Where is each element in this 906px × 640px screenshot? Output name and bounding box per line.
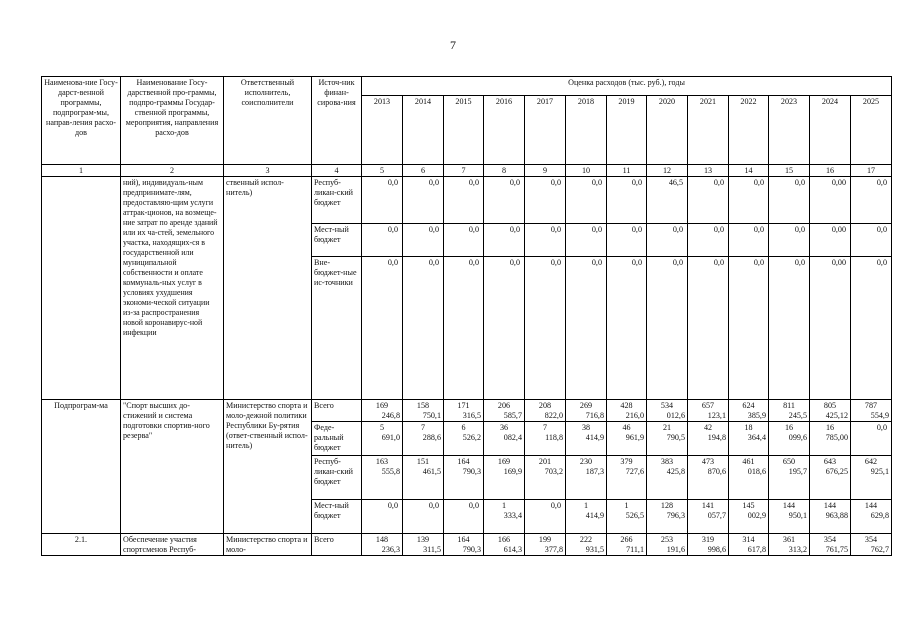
year-header: 2025 (851, 96, 892, 165)
value-remainder: 195,7 (788, 467, 807, 476)
value-cell (525, 500, 566, 534)
funding-source: Всего (312, 534, 362, 556)
value-remainder: 002,9 (747, 511, 766, 520)
value-remainder: 333,4 (503, 511, 522, 520)
subprogram-title: "Спорт высших до-стижений и система подготовки спортив-ного резерва" (121, 400, 224, 534)
value-cell: 0,00 (810, 224, 851, 257)
value-cell: 0,0 (607, 177, 647, 224)
value-cell: 0,0 (729, 177, 769, 224)
value-cell: 0,0 (525, 177, 566, 224)
value-thousands: 16 (825, 423, 835, 432)
funding-source: Феде-ральный бюджет (312, 422, 362, 456)
value-remainder: 118,8 (545, 433, 563, 442)
value-remainder: 313,2 (788, 545, 807, 554)
value-thousands: 38 (581, 423, 591, 432)
funding-source: Мест-ный бюджет (312, 224, 362, 257)
value-cell (403, 422, 444, 456)
value-cell (566, 500, 607, 534)
value-cell (444, 456, 484, 500)
value-remainder: 998,6 (707, 545, 726, 554)
value-remainder: 727,6 (625, 467, 644, 476)
value-thousands: 253 (660, 535, 674, 544)
value-remainder: 057,7 (707, 511, 726, 520)
value-remainder: 870,6 (707, 467, 726, 476)
value-thousands: 199 (538, 535, 552, 544)
value-cell (484, 534, 525, 556)
value-remainder: 703,2 (544, 467, 563, 476)
value-cell (607, 400, 647, 422)
column-number: 5 (362, 165, 403, 177)
value-cell (851, 534, 892, 556)
value-remainder: 676,25 (825, 467, 848, 476)
page-number: 7 (450, 38, 456, 52)
value-cell (647, 422, 688, 456)
column-number: 2 (121, 165, 224, 177)
value-cell: 0,0 (769, 177, 810, 224)
value-remainder: 216,0 (625, 411, 644, 420)
column-number: 1 (42, 165, 121, 177)
value-cell: 0,0 (688, 224, 729, 257)
value-remainder: 364,4 (747, 433, 766, 442)
value-thousands: 1 (624, 501, 629, 510)
header-col-name: Наименова-ние Госу-дарст-венной программы, подпрограм-мы, направ-ления расхо-дов (42, 77, 121, 165)
block1-executor: ственный испол-нитель) (224, 177, 312, 400)
value-thousands: 5 (379, 423, 385, 432)
column-number: 12 (647, 165, 688, 177)
column-number: 8 (484, 165, 525, 177)
value-thousands: 144 (823, 501, 837, 510)
value-thousands: 650 (782, 457, 796, 466)
value-cell: 0,0 (769, 224, 810, 257)
value-cell (362, 422, 403, 456)
value-thousands: 201 (538, 457, 552, 466)
column-number: 13 (688, 165, 729, 177)
value-cell: 0,0 (607, 257, 647, 400)
value-thousands: 128 (660, 501, 674, 510)
value-cell: 0,0 (688, 177, 729, 224)
value-cell (525, 456, 566, 500)
value-cell (729, 400, 769, 422)
year-header: 2016 (484, 96, 525, 165)
subprogram-executor: Министерство спорта и моло-дежной политики Республики Бу-рятия (ответ-ственный испол-нитель) (224, 400, 312, 534)
value-cell (769, 456, 810, 500)
value-thousands: 354 (864, 535, 878, 544)
column-number: 4 (312, 165, 362, 177)
value-cell: 0,00 (810, 257, 851, 400)
expense-table (41, 76, 892, 556)
value-cell (810, 500, 851, 534)
value-thousands: 158 (416, 401, 430, 410)
value-thousands: 141 (701, 501, 715, 510)
value-thousands: 1 (501, 501, 507, 510)
value-remainder: 123,1 (707, 411, 726, 420)
value-cell: 0,0 (729, 224, 769, 257)
value-thousands: 144 (864, 501, 878, 510)
value-cell: 0,0 (484, 257, 525, 400)
value-thousands: 461 (742, 457, 755, 466)
header-estimate: Оценка расходов (тыс. руб.), годы (362, 77, 892, 96)
value-remainder: 961,9 (625, 433, 644, 442)
value-cell (362, 534, 403, 556)
value-cell (362, 500, 403, 534)
value-cell (444, 534, 484, 556)
column-number: 10 (566, 165, 607, 177)
value-remainder: 526,2 (462, 433, 481, 442)
header-col-program: Наименование Госу-дарственной про-граммы, подпро-граммы Государ-ственной программы, мероприятия, направления расхо-дов (121, 77, 224, 165)
value-cell (851, 422, 892, 456)
value-thousands: 657 (701, 401, 715, 410)
value-cell: 0,0 (851, 177, 892, 224)
funding-source: Респуб-ликан-ский бюджет (312, 177, 362, 224)
value-thousands: 805 (823, 401, 837, 410)
year-header: 2013 (362, 96, 403, 165)
year-header: 2020 (647, 96, 688, 165)
column-number: 3 (224, 165, 312, 177)
value-cell (403, 400, 444, 422)
value-remainder: 311,5 (423, 545, 441, 554)
value-cell: 0,0 (769, 257, 810, 400)
value-thousands: 383 (660, 457, 674, 466)
item-title: Обеспечение участия спортсменов Респуб- (121, 534, 224, 556)
value-cell (769, 534, 810, 556)
value-remainder: 950,1 (788, 511, 807, 520)
year-header: 2019 (607, 96, 647, 165)
value-thousands: 269 (579, 401, 593, 410)
value-remainder: 554,9 (870, 411, 889, 420)
value-remainder: 925,1 (870, 467, 889, 476)
column-number: 14 (729, 165, 769, 177)
value-remainder: 761,75 (825, 545, 848, 554)
value-cell: 0,0 (362, 257, 403, 400)
value-remainder: 762,7 (870, 545, 889, 554)
value-cell (810, 422, 851, 456)
value-thousands: 42 (703, 423, 713, 432)
value-remainder: 414,9 (585, 433, 604, 442)
value-remainder: 822,0 (544, 411, 563, 420)
column-number: 9 (525, 165, 566, 177)
year-header: 2018 (566, 96, 607, 165)
value-cell (810, 534, 851, 556)
value-remainder: 187,3 (585, 467, 604, 476)
value-thousands: 148 (375, 535, 389, 544)
value-thousands: 0,0 (428, 501, 439, 510)
value-thousands: 314 (742, 535, 755, 544)
value-remainder: 931,5 (585, 545, 604, 554)
value-cell: 0,0 (851, 257, 892, 400)
value-thousands: 7 (420, 423, 426, 432)
item-number: 2.1. (42, 534, 121, 556)
value-cell: 0,0 (484, 224, 525, 257)
value-remainder: 785,00 (825, 433, 848, 442)
value-cell (566, 534, 607, 556)
value-thousands: 0,0 (550, 501, 561, 510)
value-cell: 0,0 (566, 257, 607, 400)
value-thousands: 139 (416, 535, 430, 544)
value-thousands: 208 (538, 401, 552, 410)
value-remainder: 614,3 (503, 545, 522, 554)
value-cell (647, 400, 688, 422)
value-cell (403, 456, 444, 500)
value-remainder: 414,9 (585, 511, 604, 520)
value-cell: 0,0 (362, 177, 403, 224)
value-remainder: 246,8 (381, 411, 400, 420)
value-thousands: 0,0 (387, 501, 398, 510)
value-remainder: 385,9 (747, 411, 766, 420)
value-remainder: 790,3 (462, 545, 481, 554)
value-thousands: 0,0 (468, 501, 479, 510)
value-cell (851, 500, 892, 534)
column-number: 15 (769, 165, 810, 177)
value-cell (688, 456, 729, 500)
value-cell (607, 500, 647, 534)
value-cell: 0,0 (525, 257, 566, 400)
column-number: 7 (444, 165, 484, 177)
value-cell: 0,0 (647, 224, 688, 257)
value-thousands: 151 (416, 457, 430, 466)
value-remainder: 236,3 (381, 545, 400, 554)
value-cell (607, 534, 647, 556)
value-remainder: 617,8 (747, 545, 766, 554)
value-cell: 0,0 (484, 177, 525, 224)
value-thousands: 169 (497, 457, 511, 466)
value-thousands: 163 (375, 457, 389, 466)
value-cell (729, 500, 769, 534)
value-cell: 0,0 (647, 257, 688, 400)
value-cell (729, 422, 769, 456)
value-cell: 0,0 (688, 257, 729, 400)
value-cell (525, 534, 566, 556)
value-thousands: 7 (542, 423, 548, 432)
value-thousands: 379 (620, 457, 633, 466)
value-cell (851, 400, 892, 422)
value-remainder: 018,6 (747, 467, 766, 476)
value-thousands: 145 (742, 501, 755, 510)
value-cell (444, 500, 484, 534)
value-remainder: 194,8 (707, 433, 726, 442)
value-remainder: 711,1 (626, 545, 644, 554)
value-remainder: 796,3 (666, 511, 685, 520)
value-cell (444, 422, 484, 456)
value-cell: 46,5 (647, 177, 688, 224)
value-remainder: 169,9 (503, 467, 522, 476)
value-thousands: 534 (660, 401, 674, 410)
value-cell: 0,00 (810, 177, 851, 224)
value-remainder: 012,6 (666, 411, 685, 420)
value-thousands: 46 (622, 423, 631, 432)
value-cell (688, 534, 729, 556)
value-thousands: 787 (864, 401, 878, 410)
value-cell (769, 422, 810, 456)
value-thousands: 354 (823, 535, 837, 544)
value-remainder: 288,6 (422, 433, 441, 442)
value-thousands: 164 (457, 457, 470, 466)
value-cell: 0,0 (444, 257, 484, 400)
value-cell (688, 422, 729, 456)
year-header: 2014 (403, 96, 444, 165)
value-remainder: 629,8 (870, 511, 889, 520)
value-cell (729, 534, 769, 556)
value-thousands: 643 (823, 457, 837, 466)
value-remainder: 245,5 (788, 411, 807, 420)
value-thousands: 206 (497, 401, 511, 410)
value-cell (729, 456, 769, 500)
value-remainder: 377,8 (544, 545, 563, 554)
value-thousands: 473 (701, 457, 715, 466)
value-cell: 0,0 (851, 224, 892, 257)
value-cell: 0,0 (525, 224, 566, 257)
column-number: 6 (403, 165, 444, 177)
year-header: 2015 (444, 96, 484, 165)
value-thousands: 0,0 (876, 423, 887, 432)
block1-description: ний), индивидуаль-ным предпринимате-лям, предоставляю-щим услуги аттрак-ционов, на возмеще-ние затрат по аренде зданий или их ча-стей, земельного участка, находящих-ся в государственной или муниципальной собственности и оплате коммуналь-ных услуг в условиях ухудшения экономи-ческой ситуации из-за распространения новой коронавирус-ной инфекции (121, 177, 224, 400)
value-thousands: 21 (662, 423, 672, 432)
value-remainder: 963,88 (825, 511, 848, 520)
value-remainder: 585,7 (503, 411, 522, 420)
value-cell (688, 500, 729, 534)
value-cell: 0,0 (729, 257, 769, 400)
value-cell (484, 500, 525, 534)
value-thousands: 144 (782, 501, 796, 510)
value-cell: 0,0 (403, 257, 444, 400)
value-thousands: 361 (782, 535, 796, 544)
year-header: 2023 (769, 96, 810, 165)
value-thousands: 6 (461, 423, 466, 432)
value-cell (484, 400, 525, 422)
value-cell (403, 500, 444, 534)
header-col-source: Источ-ник финан-сирова-ния (312, 77, 362, 165)
value-remainder: 790,3 (462, 467, 481, 476)
value-cell (484, 422, 525, 456)
value-thousands: 1 (583, 501, 589, 510)
value-cell: 0,0 (403, 224, 444, 257)
value-cell (769, 500, 810, 534)
value-remainder: 082,4 (503, 433, 522, 442)
value-remainder: 790,5 (666, 433, 685, 442)
value-thousands: 642 (864, 457, 878, 466)
block1-name (42, 177, 121, 400)
value-thousands: 171 (457, 401, 470, 410)
value-remainder: 716,8 (585, 411, 604, 420)
value-cell (647, 534, 688, 556)
value-remainder: 750,1 (422, 411, 441, 420)
column-number: 17 (851, 165, 892, 177)
value-cell (362, 456, 403, 500)
year-header: 2024 (810, 96, 851, 165)
year-header: 2022 (729, 96, 769, 165)
value-cell: 0,0 (444, 224, 484, 257)
value-cell (566, 422, 607, 456)
value-cell: 0,0 (362, 224, 403, 257)
value-cell (647, 456, 688, 500)
value-remainder: 555,8 (381, 467, 400, 476)
value-remainder: 099,6 (788, 433, 807, 442)
value-cell: 0,0 (566, 224, 607, 257)
value-thousands: 164 (457, 535, 470, 544)
value-remainder: 316,5 (462, 411, 481, 420)
value-cell (484, 456, 525, 500)
funding-source: Мест-ный бюджет (312, 500, 362, 534)
value-cell (444, 400, 484, 422)
value-thousands: 166 (497, 535, 511, 544)
value-cell (607, 422, 647, 456)
value-thousands: 266 (620, 535, 633, 544)
value-cell (362, 400, 403, 422)
funding-source: Вне-бюджет-ные ис-точники (312, 257, 362, 400)
value-cell (607, 456, 647, 500)
value-cell: 0,0 (566, 177, 607, 224)
item-executor: Министерство спорта и моло- (224, 534, 312, 556)
subprogram-label: Подпрограм-ма (42, 400, 121, 534)
value-thousands: 169 (375, 401, 389, 410)
value-cell (566, 456, 607, 500)
value-remainder: 425,12 (825, 411, 848, 420)
value-cell (810, 456, 851, 500)
value-thousands: 319 (701, 535, 715, 544)
value-cell (851, 456, 892, 500)
value-cell (525, 400, 566, 422)
value-cell (647, 500, 688, 534)
value-cell (403, 534, 444, 556)
value-thousands: 16 (784, 423, 794, 432)
value-thousands: 36 (499, 423, 509, 432)
value-remainder: 461,5 (422, 467, 441, 476)
value-cell (525, 422, 566, 456)
value-remainder: 191,6 (666, 545, 685, 554)
value-thousands: 230 (579, 457, 593, 466)
value-cell (810, 400, 851, 422)
funding-source: Респуб-ликан-ский бюджет (312, 456, 362, 500)
header-col-executor: Ответственный исполнитель, соисполнители (224, 77, 312, 165)
year-header: 2021 (688, 96, 729, 165)
column-number: 11 (607, 165, 647, 177)
value-cell (769, 400, 810, 422)
year-header: 2017 (525, 96, 566, 165)
value-remainder: 526,5 (625, 511, 644, 520)
value-thousands: 18 (744, 423, 753, 432)
value-cell (688, 400, 729, 422)
funding-source: Всего (312, 400, 362, 422)
value-thousands: 624 (742, 401, 755, 410)
value-thousands: 428 (620, 401, 633, 410)
value-thousands: 222 (579, 535, 593, 544)
value-thousands: 811 (783, 401, 795, 410)
value-cell: 0,0 (444, 177, 484, 224)
value-remainder: 691,0 (381, 433, 400, 442)
value-cell: 0,0 (607, 224, 647, 257)
column-number: 16 (810, 165, 851, 177)
value-remainder: 425,8 (666, 467, 685, 476)
value-cell: 0,0 (403, 177, 444, 224)
value-cell (566, 400, 607, 422)
